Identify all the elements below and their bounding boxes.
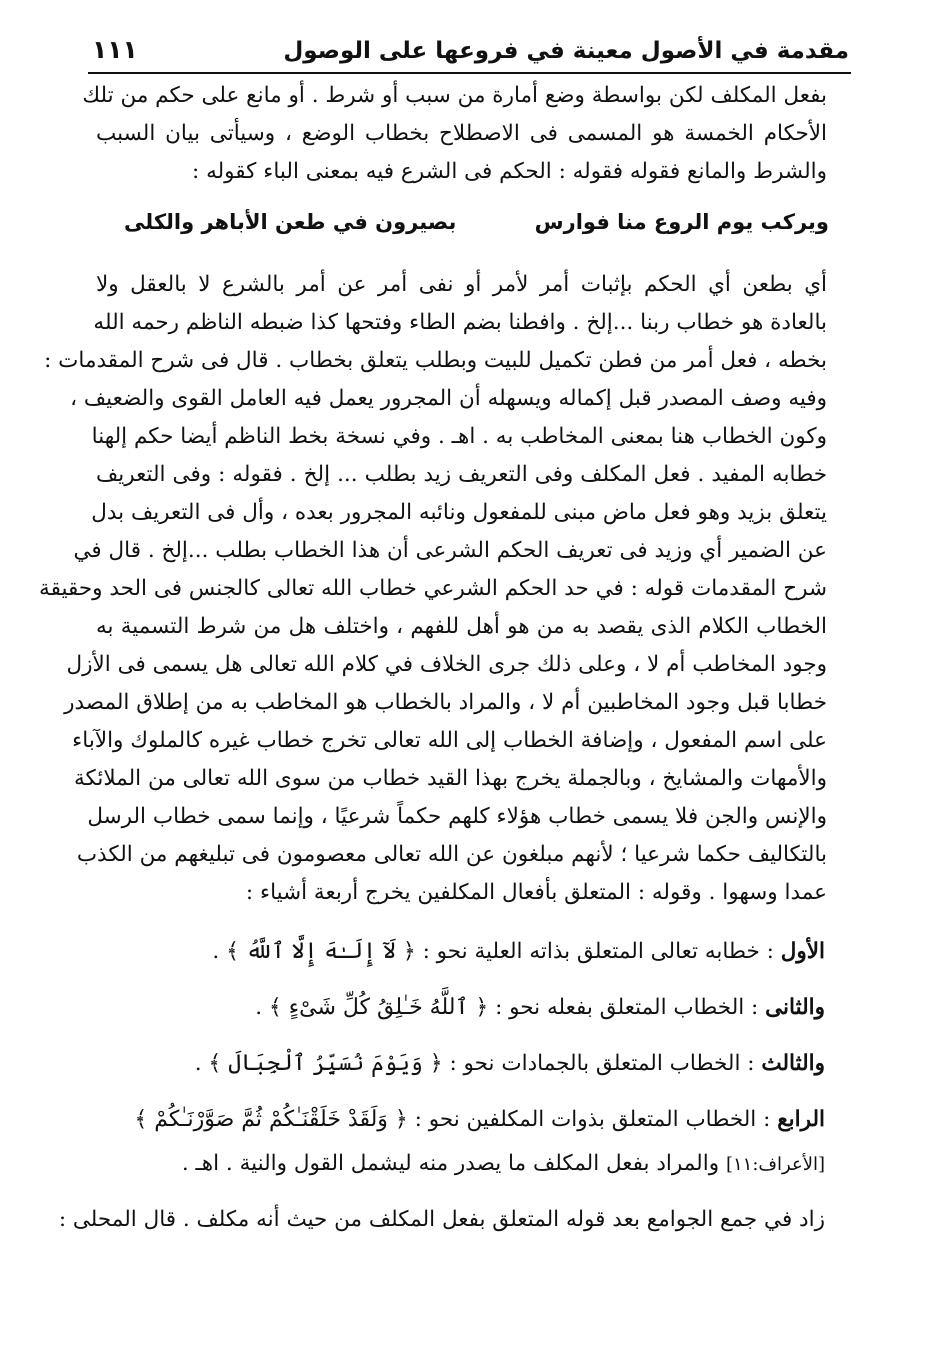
item-label: والثانى [765, 995, 825, 1020]
list-item-continuation [182, 1150, 825, 1179]
item-label: الرابع [777, 1107, 825, 1132]
item-label: الأول [780, 939, 825, 964]
text-line: أي بطعن أي الحكم بإثبات أمر لأمر أو نفى أمر عن أمر بالشرع لا بالعقل ولا [96, 272, 827, 297]
text-line: والأمهات والمشايخ ، وبالجملة يخرج بهذا القيد خطاب من سوى الله تعالى من الملائكة [73, 766, 827, 791]
item-text: : الخطاب المتعلق بذوات المكلفين نحو : [414, 1107, 771, 1132]
text-line: الأحكام الخمسة هو المسمى فى الاصطلاح بخطاب الوضع ، وسيأتى بيان السبب [96, 121, 827, 146]
item-text: : الخطاب المتعلق بالجمادات نحو : [449, 1051, 755, 1076]
quran-verse: ﴿ لَآ إِلَـٰهَ إِلَّا ٱللَّهُ ﴾ [226, 939, 416, 964]
text-line: والشرط والمانع فقوله فقوله : الحكم فى الشرع فيه بمعنى الباء كقوله : [192, 159, 827, 184]
text-line: على اسم المفعول ، وإضافة الخطاب إلى الله تعالى تخرج خطاب غيره كالملوك والآباء [72, 728, 827, 753]
item-end: . [194, 1051, 202, 1076]
text-line: زاد في جمع الجوامع بعد قوله المتعلق بفعل المكلف من حيث أنه مكلف . قال المحلى : [58, 1207, 825, 1232]
item-end: . [255, 995, 263, 1020]
verse-hemistich-right: ويركب يوم الروع منا فوارس [534, 210, 829, 234]
header-rule [88, 72, 851, 74]
quran-verse: ﴿ وَيَوْمَ نُسَيِّرُ ٱلْجِبَالَ ﴾ [208, 1051, 443, 1076]
quran-verse: ﴿ وَلَقَدْ خَلَقْنَـٰكُمْ ثُمَّ صَوَّرْنَـٰكُمْ ﴾ [134, 1107, 408, 1132]
page-header [92, 30, 849, 64]
continuation-text: والمراد بفعل المكلف ما يصدر منه ليشمل القول والنية . اهـ . [181, 1151, 720, 1176]
text-line: وفيه وصف المصدر قبل إكماله ويسهله أن المجرور يعمل فيه العامل القوى والضعيف ، [70, 386, 827, 411]
list-item [195, 1050, 825, 1078]
item-end: . [212, 939, 220, 964]
text-line: بخطه ، فعل أمر من فطن تكميل للبيت وبطلب يتعلق بخطاب . قال فى شرح المقدمات : [44, 348, 827, 373]
text-line: شرح المقدمات قوله : في حد الحكم الشرعي خطاب الله تعالى كالجنس فى الحد وحقيقة [39, 576, 827, 601]
list-item [134, 1106, 825, 1134]
quran-verse: ﴿ ٱللَّهُ خَـٰلِقُ كُلِّ شَىْءٍ ﴾ [268, 995, 489, 1020]
item-text: : الخطاب المتعلق بفعله نحو : [495, 995, 759, 1020]
item-label: والثالث [761, 1051, 825, 1076]
list-item [212, 938, 825, 966]
text-line: خطابا قبل وجود المخاطبين أم لا ، والمراد بالخطاب هو المخاطب به من إطلاق المصدر [64, 690, 827, 715]
list-item [255, 994, 825, 1022]
text-line: بالعادة هو خطاب ربنا ...إلخ . وافطنا بضم الطاء وفتحها كذا ضبطه الناظم رحمه الله [93, 310, 827, 335]
text-line: عمدا وسهوا . وقوله : المتعلق بأفعال المكلفين يخرج أربعة أشياء : [245, 880, 827, 905]
text-line: خطابه المفيد . فعل المكلف وفى التعريف زيد بطلب ... إلخ . فقوله : وفى التعريف [96, 462, 827, 487]
text-line: الخطاب الكلام الذى يقصد به من هو أهل للفهم ، واختلف هل من شرط التسمية به [96, 614, 827, 639]
text-line: وجود المخاطب أم لا ، وعلى ذلك جرى الخلاف في كلام الله تعالى هل يسمى فى الأزل [66, 652, 827, 677]
text-line: عن الضمير أي وزيد فى تعريف الحكم الشرعى أن هذا الخطاب بطلب ...إلخ . قال في [73, 538, 827, 563]
page-number: ١١١ [92, 35, 138, 64]
verse-reference: [الأعراف:١١] [725, 1154, 825, 1175]
text-line: بالتكاليف حكما شرعيا ؛ لأنهم مبلغون عن الله تعالى معصومون فى تبليغهم من الكذب [76, 842, 827, 867]
text-line: بفعل المكلف لكن بواسطة وضع أمارة من سبب أو شرط . أو مانع على حكم من تلك [82, 83, 827, 108]
text-line: وكون الخطاب هنا بمعنى المخاطب به . اهـ . وفي نسخة بخط الناظم أيضا حكم إلهنا [91, 424, 827, 449]
running-title: مقدمة في الأصول معينة في فروعها على الوصول [283, 38, 849, 64]
text-line: يتعلق بزيد وهو فعل ماض مبنى للمفعول ونائبه المجرور بعده ، وأل فى التعريف بدل [91, 500, 827, 525]
text-line: والإنس والجن فلا يسمى خطاب هؤلاء كلهم حكماً شرعيًا ، وإنما سمى خطاب الرسل [87, 804, 827, 829]
verse-hemistich-left: بصيرون في طعن الأباهر والكلى [124, 210, 457, 234]
item-text: : خطابه تعالى المتعلق بذاته العلية نحو : [422, 939, 774, 964]
